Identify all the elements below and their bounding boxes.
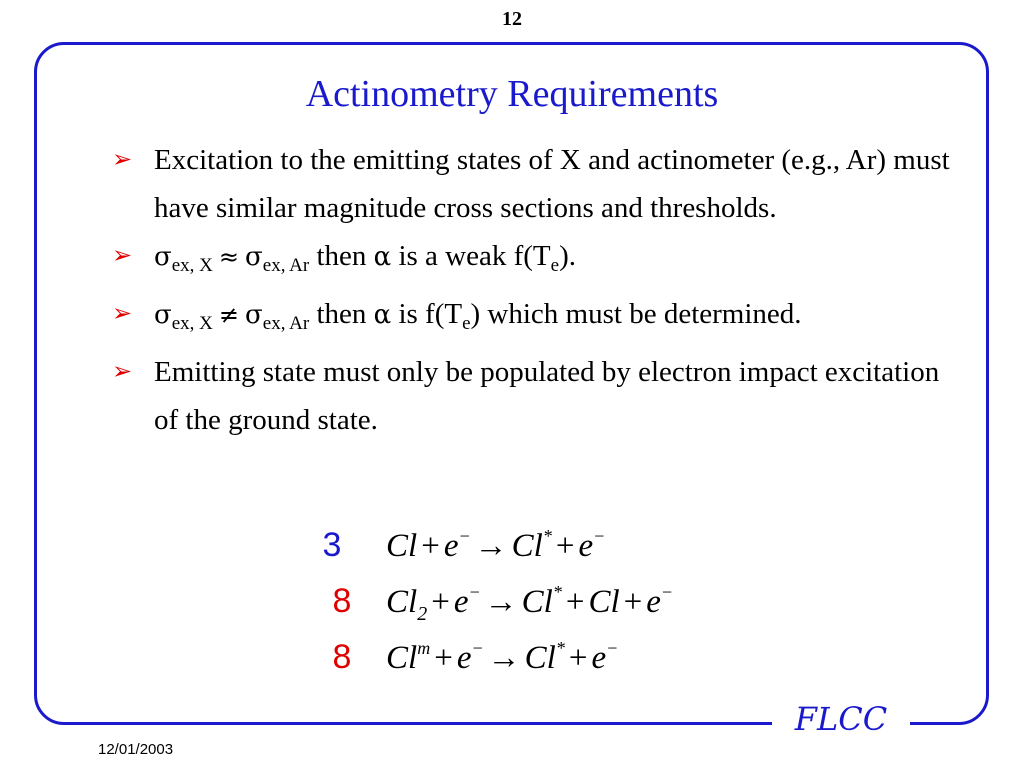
bullet-text: Excitation to the emitting states of X and actinometer (e.g., Ar) must have similar magnitude cross sections and thresholds. xyxy=(154,144,950,224)
bullet-text: ). xyxy=(559,240,576,272)
bullet-text: is f(T xyxy=(391,298,463,330)
subscript: e xyxy=(462,313,471,334)
alpha-symbol: α xyxy=(373,300,392,330)
subscript: e xyxy=(550,255,560,276)
bullet-text: Emitting state must only be populated by electron impact excitation of the ground state. xyxy=(154,356,940,436)
bullet-text: then xyxy=(309,298,374,330)
reaction-equation: $Cl^m + e^- \to Cl^* + e^-$ xyxy=(386,638,619,676)
reaction-equation: Cl + e− → Cl* + e− xyxy=(386,526,606,564)
sigma-symbol: σ xyxy=(154,300,172,330)
sigma-symbol: σ xyxy=(154,242,172,272)
equation-row xyxy=(0,638,1024,688)
equation-number: 3 xyxy=(322,526,342,564)
arrow-bullet-icon: ➢ xyxy=(112,243,133,269)
arrow-bullet-icon: ➢ xyxy=(112,359,133,385)
equation-number: 8 xyxy=(332,638,352,676)
bullet-item xyxy=(112,232,952,290)
bullet-item xyxy=(112,136,952,232)
subscript: ex, X xyxy=(171,255,213,276)
bullet-text: then xyxy=(309,240,374,272)
reaction-equation: $Cl_2 + e^- \to Cl^* + Cl + e^-$ xyxy=(386,582,674,625)
bullet-item xyxy=(112,290,952,348)
bullet-item xyxy=(112,348,952,444)
not-equal-symbol: ≠ xyxy=(218,301,240,329)
arrow-bullet-icon: ➢ xyxy=(112,301,133,327)
equation-row xyxy=(0,582,1024,632)
sigma-symbol: σ xyxy=(245,300,263,330)
page-number: 12 xyxy=(502,8,522,30)
bullet-text: ) which must be determined. xyxy=(470,298,802,330)
bullet-text: is a weak f(T xyxy=(391,240,551,272)
subscript: ex, Ar xyxy=(262,255,310,276)
equation-number: 8 xyxy=(332,582,352,620)
approx-symbol: ≈ xyxy=(218,243,240,271)
flcc-logo: FLCC xyxy=(794,700,888,738)
equation-row xyxy=(0,526,1024,576)
alpha-symbol: α xyxy=(373,242,392,272)
subscript: ex, X xyxy=(171,313,213,334)
sigma-symbol: σ xyxy=(245,242,263,272)
arrow-bullet-icon: ➢ xyxy=(112,147,133,173)
slide-date: 12/01/2003 xyxy=(98,741,174,758)
subscript: ex, Ar xyxy=(262,313,310,334)
bullet-list xyxy=(112,136,952,444)
slide-title: Actinometry Requirements xyxy=(305,73,719,115)
